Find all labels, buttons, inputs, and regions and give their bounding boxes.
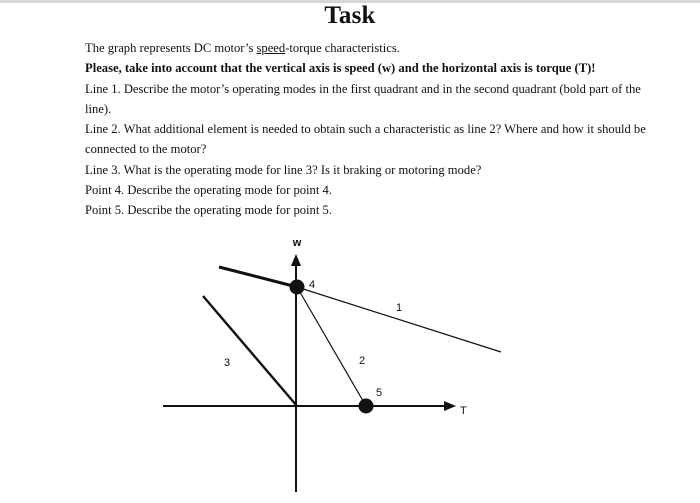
point-5	[359, 399, 374, 414]
paragraph-point-4: Point 4. Describe the operating mode for point 4.	[85, 183, 332, 198]
point-4	[290, 280, 305, 295]
speed-axis-arrow	[291, 254, 301, 266]
point-5-label: 5	[376, 387, 383, 399]
line-2	[297, 287, 366, 406]
paragraph-axes-note: Please, take into account that the vertical axis is speed (w) and the horizontal axis is torque (T)!	[85, 61, 596, 76]
intro-before: The graph represents DC motor’s	[85, 41, 257, 55]
paragraph-line-1: Line 1. Describe the motor’s operating modes in the first quadrant and in the second quadrant (bold part of the line).	[85, 81, 641, 116]
line-1	[297, 287, 501, 352]
torque-axis-arrow	[444, 401, 456, 411]
line-1-bold-part	[219, 267, 297, 287]
speed-axis-label: w	[292, 237, 302, 249]
point-4-label: 4	[309, 279, 316, 291]
line-3-label: 3	[224, 357, 231, 369]
line-1-label: 1	[396, 302, 403, 314]
page-title: Task	[324, 2, 376, 29]
line-2-label: 2	[359, 355, 366, 367]
intro-after: -torque characteristics.	[285, 41, 400, 55]
paragraph-line-2: Line 2. What additional element is needed to obtain such a characteristic as line 2? Where and how it should be connected to the motor?	[85, 122, 646, 157]
intro-underlined: speed	[256, 41, 286, 55]
line-3	[203, 296, 297, 406]
paragraph-point-5: Point 5. Describe the operating mode for point 5.	[85, 203, 332, 218]
torque-axis-label: T	[460, 405, 467, 417]
paragraph-line-3: Line 3. What is the operating mode for line 3? Is it braking or motoring mode?	[85, 162, 482, 177]
